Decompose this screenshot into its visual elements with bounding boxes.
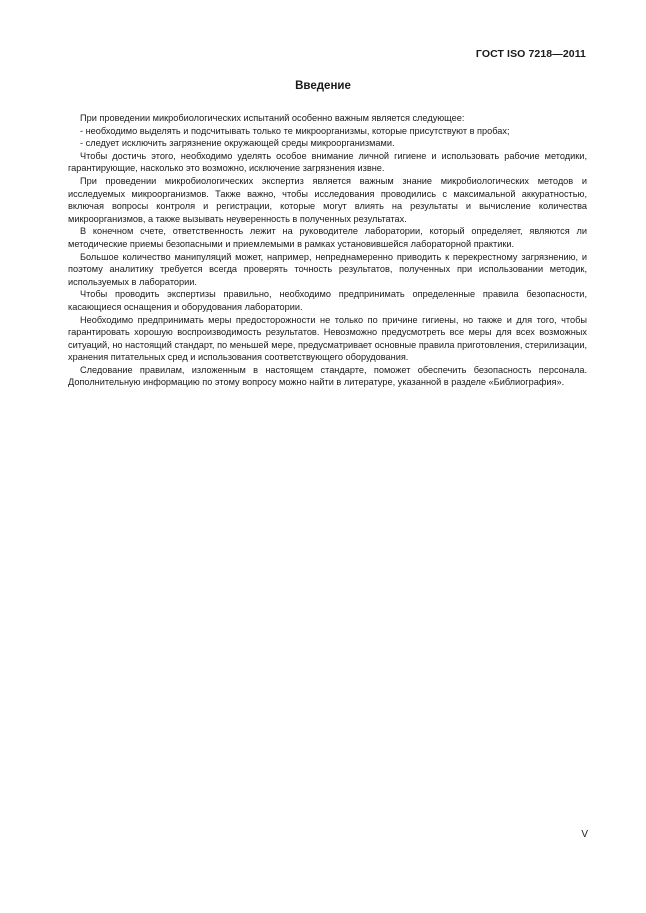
paragraph: Необходимо предпринимать меры предосторожности не только по причине гигиены, но также и для того, чтобы гарантировать хорошую воспроизводимость результатов. Невозможно предусмотреть все меры для всех возможных ситуаций, но настоящий стандарт, по меньшей мере, предусматривает основные правила приготовления, стерилизации, хранения питательных сред и использования соответствующего оборудования. (68, 314, 587, 363)
paragraph: - следует исключить загрязнение окружающей среды микроорганизмами. (80, 138, 395, 149)
standard-code-header: ГОСТ ISO 7218—2011 (475, 48, 586, 60)
paragraph: - необходимо выделять и подсчитывать только те микроорганизмы, которые присутствуют в пробах; (80, 125, 510, 136)
body-text (68, 112, 587, 389)
paragraph: В конечном счете, ответственность лежит на руководителе лаборатории, который определяет, являются ли методические приемы безопасными и приемлемыми в рамках установившейся лабораторной практики. (68, 226, 587, 249)
paragraph: Следование правилам, изложенным в настоящем стандарте, поможет обеспечить безопасность персонала. Дополнительную информацию по этому вопросу можно найти в литературе, указанной в разделе «Библиография». (68, 364, 587, 388)
paragraph: Чтобы проводить экспертизы правильно, необходимо предпринимать определенные правила безопасности, касающиеся оснащения и оборудования лаборатории. (68, 289, 587, 312)
paragraph: Большое количество манипуляций может, например, непреднамеренно приводить к перекрестному загрязнению, и поэтому аналитику требуется всегда проверять точность результатов, полученных при использовании методик, используемых в лаборатории. (68, 251, 587, 287)
page-number: V (581, 829, 588, 840)
paragraph: Чтобы достичь этого, необходимо уделять особое внимание личной гигиене и использовать рабочие методики, гарантирующие, насколько это возможно, исключение загрязнения извне. (68, 150, 587, 174)
section-title: Введение (295, 80, 351, 92)
paragraph: При проведении микробиологических испытаний особенно важным является следующее: (80, 113, 465, 123)
paragraph: При проведении микробиологических экспертиз является важным знание микробиологических методов и исследуемых микроорганизмов. Также важно, чтобы исследования проводились с максимальной аккуратностью, включая вопросы контроля и регистрации, которые могут влиять на результаты и вычисление количества микроорганизмов, а также вызывать неуверенность в полученных результатах. (68, 175, 587, 224)
